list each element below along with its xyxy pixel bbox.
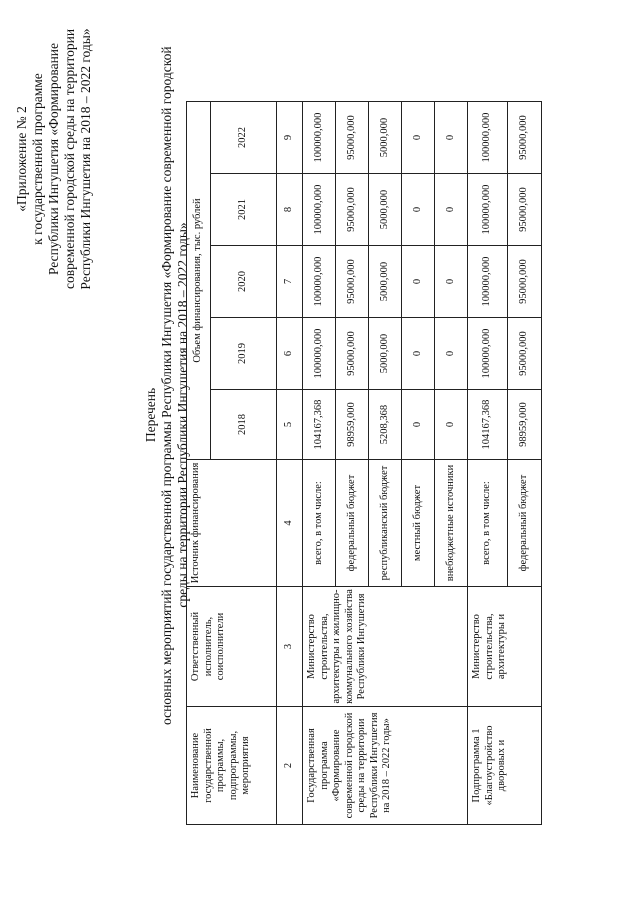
value-cell: 95000,000 bbox=[336, 246, 369, 318]
column-number: 8 bbox=[277, 174, 303, 246]
heading-title: Перечень bbox=[143, 387, 158, 443]
source-cell: республиканский бюджет bbox=[369, 460, 402, 587]
value-cell: 100000,000 bbox=[303, 174, 336, 246]
program-responsible: Министерство строительства, архитектуры и жилищно-коммунального хозяйства Республики Ингушетия bbox=[303, 587, 468, 707]
appendix-line: современной городской среды на территории bbox=[62, 28, 77, 290]
column-number: 9 bbox=[277, 102, 303, 174]
value-cell: 98959,000 bbox=[508, 390, 542, 460]
value-cell: 5000,000 bbox=[369, 246, 402, 318]
value-cell: 100000,000 bbox=[303, 318, 336, 390]
value-cell: 100000,000 bbox=[303, 102, 336, 174]
value-cell: 95000,000 bbox=[508, 318, 542, 390]
source-cell: всего, в том числе: bbox=[468, 460, 508, 587]
value-cell: 0 bbox=[435, 102, 468, 174]
value-cell: 5000,000 bbox=[369, 174, 402, 246]
header-funding: Объем финансирования, тыс. рублей bbox=[187, 102, 211, 460]
header-year: 2019 bbox=[211, 318, 277, 390]
value-cell: 100000,000 bbox=[468, 174, 508, 246]
header-name: Наименование государственной программы, подпрограммы, мероприятия bbox=[187, 707, 277, 825]
value-cell: 0 bbox=[435, 246, 468, 318]
source-cell: местный бюджет bbox=[402, 460, 435, 587]
value-cell: 0 bbox=[435, 390, 468, 460]
header-source: Источник финансирования bbox=[187, 460, 277, 587]
appendix-line: к государственной программе bbox=[30, 73, 45, 245]
header-row bbox=[187, 102, 211, 825]
value-cell: 0 bbox=[402, 318, 435, 390]
subprogram-responsible: Министерство строительства, архитектуры и bbox=[468, 587, 542, 707]
value-cell: 0 bbox=[435, 318, 468, 390]
value-cell: 95000,000 bbox=[336, 174, 369, 246]
subprogram-name: Подпрограмма 1 «Благоустройство дворовых и bbox=[468, 707, 542, 825]
appendix-line: Республики Ингушетия «Формирование bbox=[46, 42, 61, 276]
value-cell: 5000,000 bbox=[369, 318, 402, 390]
column-number: 3 bbox=[277, 587, 303, 707]
value-cell: 95000,000 bbox=[336, 318, 369, 390]
header-responsible: Ответственный исполнитель, соисполнители bbox=[187, 587, 277, 707]
column-number: 6 bbox=[277, 318, 303, 390]
value-cell: 0 bbox=[435, 174, 468, 246]
document-heading bbox=[143, 46, 191, 725]
value-cell: 5208,368 bbox=[369, 390, 402, 460]
value-cell: 104167,368 bbox=[468, 390, 508, 460]
value-cell: 95000,000 bbox=[508, 102, 542, 174]
value-cell: 100000,000 bbox=[468, 318, 508, 390]
column-number: 4 bbox=[277, 460, 303, 587]
measures-table bbox=[186, 101, 542, 825]
value-cell: 95000,000 bbox=[508, 174, 542, 246]
value-cell: 5000,000 bbox=[369, 102, 402, 174]
heading-line: среды на территории Республики Ингушетия на 2018 – 2022 годы» bbox=[175, 222, 190, 608]
appendix-line: Республики Ингушетия на 2018 – 2022 годы» bbox=[78, 28, 93, 290]
value-cell: 95000,000 bbox=[508, 246, 542, 318]
value-cell: 95000,000 bbox=[336, 102, 369, 174]
header-year: 2018 bbox=[211, 390, 277, 460]
appendix-line: «Приложение № 2 bbox=[14, 106, 29, 212]
source-cell: внебюджетные источники bbox=[435, 460, 468, 587]
column-number: 5 bbox=[277, 390, 303, 460]
value-cell: 104167,368 bbox=[303, 390, 336, 460]
header-year: 2021 bbox=[211, 174, 277, 246]
value-cell: 0 bbox=[402, 390, 435, 460]
header-year: 2022 bbox=[211, 102, 277, 174]
program-name: Государственная программа «Формирование современной городской среды на территории Республики Ингушетия на 2018 – 2022 годы» bbox=[303, 707, 468, 825]
value-cell: 0 bbox=[402, 102, 435, 174]
table-row bbox=[468, 102, 508, 825]
value-cell: 0 bbox=[402, 174, 435, 246]
value-cell: 100000,000 bbox=[303, 246, 336, 318]
column-number-row bbox=[277, 102, 303, 825]
source-cell: федеральный бюджет bbox=[336, 460, 369, 587]
value-cell: 100000,000 bbox=[468, 102, 508, 174]
value-cell: 100000,000 bbox=[468, 246, 508, 318]
header-year: 2020 bbox=[211, 246, 277, 318]
value-cell: 0 bbox=[402, 246, 435, 318]
appendix-note bbox=[14, 13, 94, 305]
column-number: 7 bbox=[277, 246, 303, 318]
source-cell: всего, в том числе: bbox=[303, 460, 336, 587]
source-cell: федеральный бюджет bbox=[508, 460, 542, 587]
heading-line: основных мероприятий государственной программы Республики Ингушетия «Формирование современной городской bbox=[159, 46, 174, 725]
column-number: 2 bbox=[277, 707, 303, 825]
table-row bbox=[303, 102, 336, 825]
value-cell: 98959,000 bbox=[336, 390, 369, 460]
